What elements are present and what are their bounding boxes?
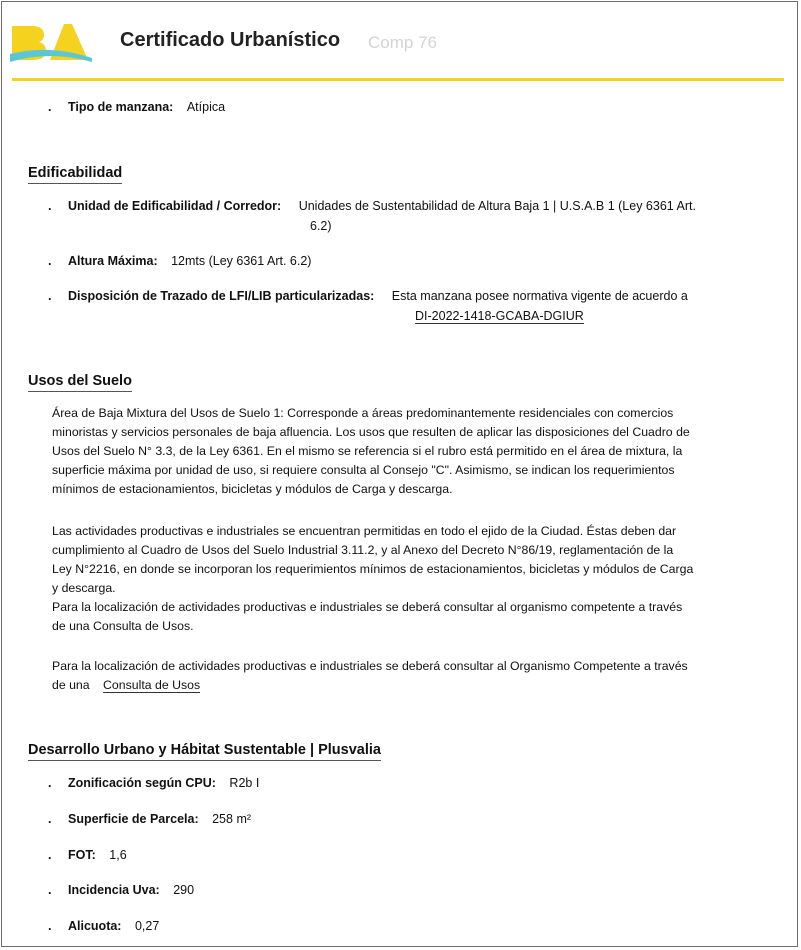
block-type-label: Tipo de manzana: (68, 100, 174, 114)
bullet: . (48, 812, 52, 826)
uva-value: 290 (173, 883, 195, 897)
paragraph-line: Usos del Suelo N° 3.3, de la Ley 6361. En el mismo se referencia si el rubro está permitido en el área de mixtura, la (52, 444, 683, 458)
header-divider (12, 78, 784, 81)
bullet: . (48, 199, 52, 213)
paragraph-line: cumplimiento al Cuadro de Usos del Suelo Industrial 3.11.2, y al Anexo del Decreto N°86/19, reglamentación de la (52, 543, 674, 557)
ba-logo (10, 20, 92, 62)
layout-label: Disposición de Trazado de LFI/LIB particularizadas: (68, 289, 375, 303)
bullet: . (48, 254, 52, 268)
paragraph-line: Área de Baja Mixtura del Usos de Suelo 1: Corresponde a áreas predominantemente residenciales con comercios (52, 406, 674, 420)
layout-link-wrap (415, 307, 584, 326)
usos-paragraph-3 (52, 657, 772, 695)
paragraph-line: superficie máxima por unidad de uso, si requiere consulta al Consejo "C". Asimismo, se indican los requerimientos (52, 463, 675, 477)
paragraph-line: Ley N°2216, en donde se incorporan los requerimientos mínimos de estacionamientos, bicicletas y módulos de Carga (52, 562, 694, 576)
zoning-item (48, 774, 259, 793)
height-label: Altura Máxima: (68, 254, 158, 268)
height-item (48, 252, 311, 271)
paragraph-line: mínimos de estacionamientos, bicicletas y módulos de Carga y descarga. (52, 482, 453, 496)
paragraph-prefix: de una (52, 678, 90, 692)
alicuota-label: Alicuota: (68, 919, 122, 933)
unit-value-cont: 6.2) (310, 219, 332, 233)
paragraph-line: Las actividades productivas e industriales se encuentran permitidas en todo el ejido de la Ciudad. Éstas deben dar (52, 524, 677, 538)
header (0, 0, 799, 80)
uva-label: Incidencia Uva: (68, 883, 160, 897)
surface-label: Superficie de Parcela: (68, 812, 199, 826)
block-type-item (48, 98, 225, 117)
paragraph-line: y descarga. (52, 581, 116, 595)
paragraph-line: Para la localización de actividades productivas e industriales se deberá consultar al organismo competente a través (52, 600, 683, 614)
paragraph-line-link (52, 676, 772, 695)
section-edificabilidad: Edificabilidad (28, 165, 122, 184)
unit-item (48, 197, 778, 216)
surface-value: 258 m² (212, 812, 252, 826)
zoning-label: Zonificación según CPU: (68, 776, 216, 790)
page-title: Certificado Urbanístico (120, 29, 341, 51)
consulta-usos-link[interactable]: Consulta de Usos (103, 678, 201, 692)
alicuota-item (48, 917, 159, 936)
bullet: . (48, 100, 52, 114)
bullet: . (48, 776, 52, 790)
usos-paragraph-2 (52, 522, 772, 636)
faded-text: Comp 76 (368, 33, 437, 52)
height-value: 12mts (Ley 6361 Art. 6.2) (171, 254, 312, 268)
unit-value: Unidades de Sustentabilidad de Altura Baja 1 | U.S.A.B 1 (Ley 6361 Art. (298, 199, 696, 213)
section-desarrollo-urbano: Desarrollo Urbano y Hábitat Sustentable | Plusvalia (28, 742, 381, 761)
paragraph-line: de una Consulta de Usos. (52, 619, 194, 633)
bullet: . (48, 848, 52, 862)
unit-label: Unidad de Edificabilidad / Corredor: (68, 199, 282, 213)
layout-value: Esta manzana posee normativa vigente de acuerdo a (391, 289, 688, 303)
bullet: . (48, 289, 52, 303)
fot-label: FOT: (68, 848, 96, 862)
block-type-value: Atípica (186, 100, 226, 114)
alicuota-value: 0,27 (134, 919, 160, 933)
section-usos-suelo: Usos del Suelo (28, 373, 132, 392)
bullet: . (48, 883, 52, 897)
paragraph-line: minoristas y servicios personales de baja afluencia. Los usos que resulten de aplicar las disposiciones del Cuadro de (52, 425, 690, 439)
usos-paragraph-1 (52, 404, 772, 499)
layout-item (48, 287, 688, 306)
regulation-link[interactable]: DI-2022-1418-GCABA-DGIUR (415, 309, 584, 323)
paragraph-line: Para la localización de actividades productivas e industriales se deberá consultar al Organismo Competente a través (52, 659, 688, 673)
uva-item (48, 881, 194, 900)
fot-item (48, 846, 127, 865)
fot-value: 1,6 (109, 848, 127, 862)
surface-item (48, 810, 251, 829)
zoning-value: R2b I (229, 776, 260, 790)
bullet: . (48, 919, 52, 933)
